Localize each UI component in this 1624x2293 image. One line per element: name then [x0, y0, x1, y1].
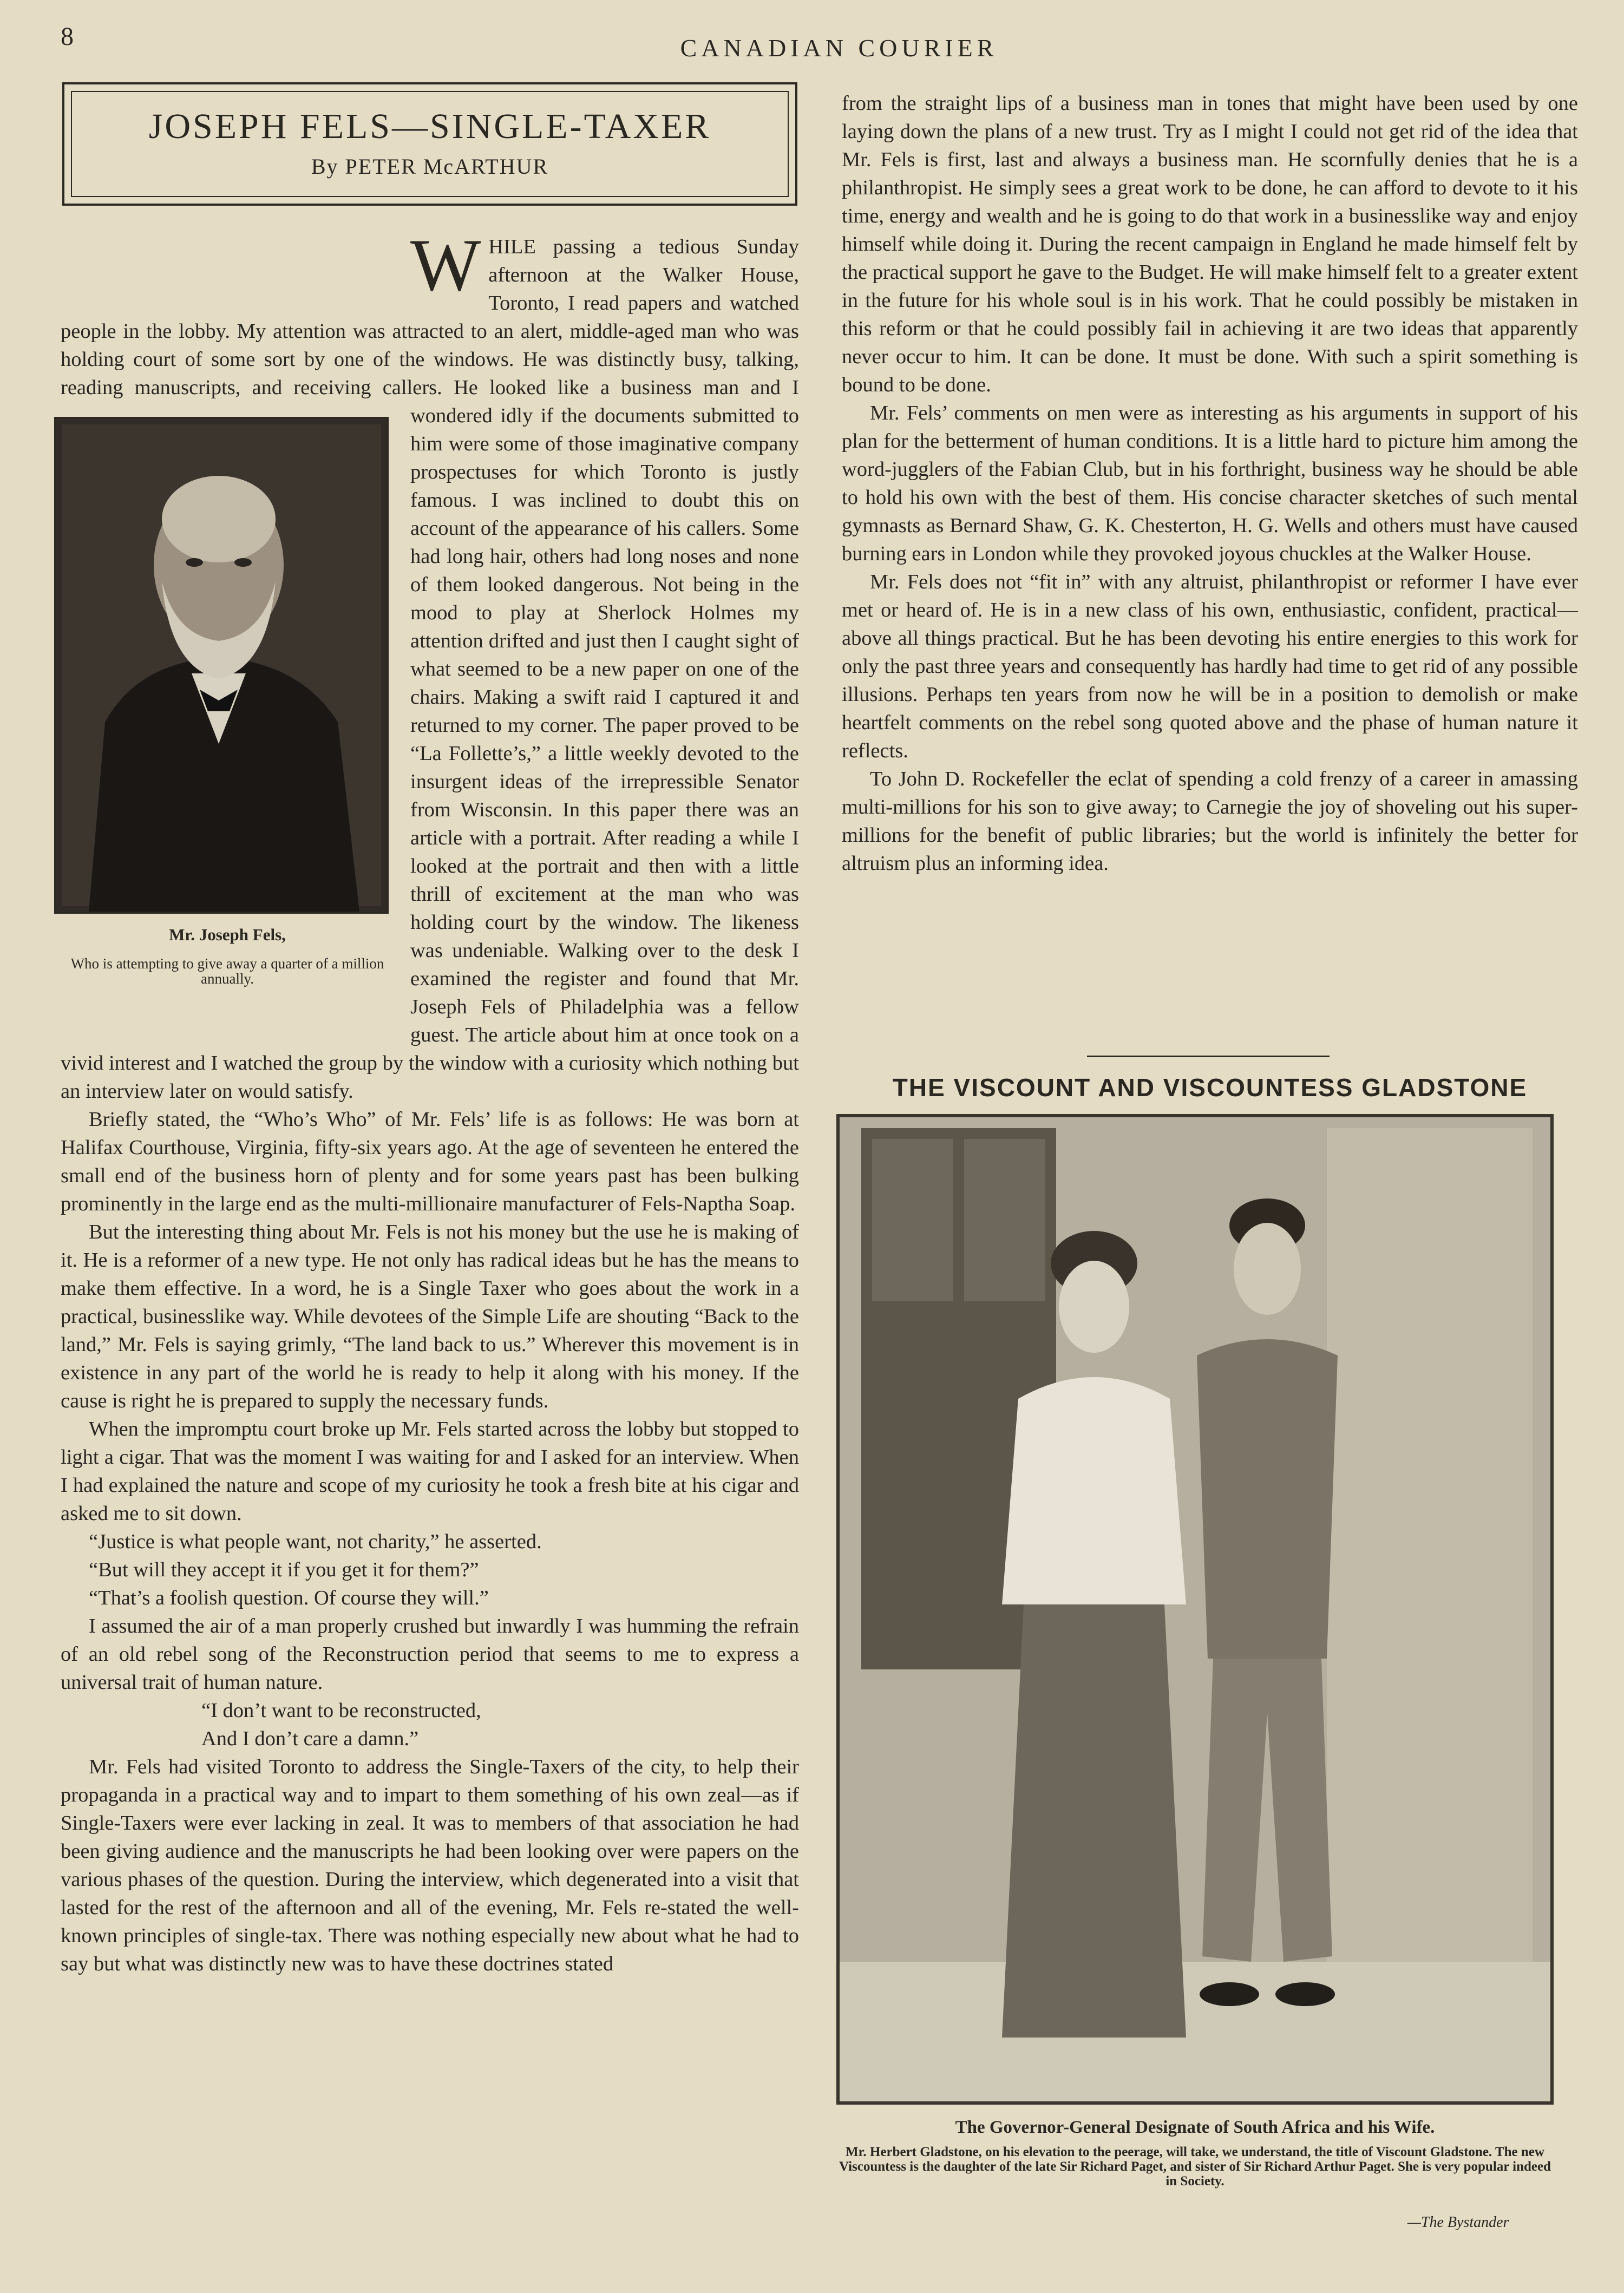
portrait-caption-name: Mr. Joseph Fels, — [169, 925, 286, 944]
photo-caption-body: Mr. Herbert Gladstone, on his elevation to the peerage, will take, we understand, the title of Viscount Gladstone. The new Viscountess is the daughter of the late Sir Richard Paget, and sister of Sir Richard Arthur Paget. She is very popular indeed in Society. — [839, 2145, 1551, 2189]
portrait-block — [54, 417, 390, 1023]
portrait-caption — [54, 926, 401, 986]
verse-line: “I don’t want to be reconstructed, — [201, 1699, 481, 1722]
portrait-caption-text: Who is attempting to give away a quarter of a million annually. — [70, 955, 384, 987]
article-title: JOSEPH FELS—SINGLE-TAXER — [148, 107, 711, 146]
article-paragraph: Mr. Fels does not “fit in” with any altruist, philanthropist or reformer I have ever met or heard of. He is in a new class of his own, enthusiastic, confident, practical—above all things practical. But he has been devoting his entire energies to this work for only the past three years and consequently has hardly had time to get rid of any possible illusions. Perhaps ten years from now he will be in a position to demolish or make heartfelt comments on the rebel song quoted above and the phase of human nature it reflects. — [842, 571, 1578, 762]
joseph-fels-portrait — [54, 417, 389, 914]
article-byline: By PETER McARTHUR — [311, 154, 549, 179]
article-paragraph: Mr. Fels had visited Toronto to address the Single-Taxers of the city, to help their propaganda in a practical way and to impart to them something of his own zeal—as if Single-Taxers were ever lacking in zeal. It was to members of that association he had been giving audience and the manuscripts he had been looking over were papers on the various phases of the question. During the interview, which degenerated into a visit that lasted for the rest of the afternoon and all of the evening, Mr. Fels re-stated the well-known principles of single-tax. There was nothing especially new about what he had to say but what was distinctly new was to have these doctrines stated — [61, 1755, 799, 1975]
running-head: CANADIAN COURIER — [680, 34, 998, 62]
photo-caption-title: The Governor-General Designate of South Africa and his Wife. — [955, 2118, 1435, 2137]
article-title-box — [62, 82, 797, 206]
article-paragraph: Briefly stated, the “Who’s Who” of Mr. Fels’ life is as follows: He was born at Halifax Courthouse, Virginia, fifty-six years ago. At the age of seventeen he entered the small end of the business horn of plenty and for some years past has been bulking prominently in the large end as the multi-millionaire manufacturer of Fels-Naptha Soap. — [61, 1108, 799, 1215]
verse-line: And I don’t care a damn.” — [201, 1727, 419, 1750]
section-divider-rule — [1087, 1056, 1330, 1057]
article-paragraph: I assumed the air of a man properly crushed but inwardly I was humming the refrain of an old rebel song of the Reconstruction period that seems to me to express a universal trait of human nature. — [61, 1615, 799, 1694]
page-number: 8 — [61, 22, 74, 51]
article-paragraph: But the interesting thing about Mr. Fels is not his money but the use he is making of it. He is a reformer of a new type. He not only has radical ideas but he has the means to make them effective. In a word, he is a Single Taxer who goes about the work in a practical, businesslike way. While devotees of the Simple Life are shouting “Back to the land,” Mr. Fels is saying grimly, “The land back to us.” Wherever this movement is in existence in any part of the world he is ready to help it along with his money. If the cause is right he is prepared to supply the necessary funds. — [61, 1221, 799, 1412]
article-paragraph: “Justice is what people want, not charity,” he asserted. — [89, 1530, 542, 1553]
article-column-right — [842, 89, 1578, 877]
photo-feature-title: THE VISCOUNT AND VISCOUNTESS GLADSTONE — [892, 1073, 1528, 1102]
article-paragraph: from the straight lips of a business man in tones that might have been used by one laying down the plans of a new trust. Try as I might I could not get rid of the idea that Mr. Fels is first, last and always a business man. He scornfully denies that he is a philanthropist. He simply sees a great work to be done, he can afford to devote to it his time, energy and wealth and he is going to do that work in a businesslike way and enjoy himself while doing it. During the recent campaign in England he made himself felt by the practical support he gave to the Budget. He will make himself felt to a greater extent in the future for his whole soul is in his work. That he could possibly be mistaken in this reform or that he could possibly fail in achieving it are two ideas that apparently never occur to him. It can be done. It must be done. With such a spirit something is bound to be done. — [842, 92, 1578, 396]
article-paragraph: When the impromptu court broke up Mr. Fels started across the lobby but stopped to light a cigar. That was the moment I was waiting for and I asked for an interview. When I had explained the nature and scope of my curiosity he took a fresh bite at his cigar and asked me to sit down. — [61, 1418, 799, 1525]
photo-credit: —The Bystander — [1407, 2214, 1509, 2231]
portrait-illustration — [56, 419, 387, 912]
article-paragraph: “But will they accept it if you get it for them?” — [89, 1558, 479, 1581]
article-paragraph: “That’s a foolish question. Of course they will.” — [89, 1587, 489, 1609]
article-paragraph: To John D. Rockefeller the eclat of spending a cold frenzy of a career in amassing multi-millions for his son to give away; to Carnegie the joy of shoveling out his super-millions for the benefit of public libraries; but the world is infinitely the better for altruism plus an informing idea. — [842, 768, 1578, 875]
gladstone-couple-photo — [836, 1114, 1554, 2105]
drop-cap: W — [410, 224, 481, 306]
photo-illustration — [840, 1117, 1550, 2101]
article-paragraph: Mr. Fels’ comments on men were as interesting as his arguments in support of his plan for the betterment of human conditions. It is a little hard to picture him among the word-jugglers of the Fabian Club, but in his forthright, business way he should be able to hold his own with the best of them. His concise character sketches of such mental gymnasts as Bernard Shaw, G. K. Chesterton, H. G. Wells and others must have caused burning ears in London while they provoked joyous chuckles at the Walker House. — [842, 402, 1578, 565]
article-paragraph: WHILE passing a tedious Sunday afternoon at the Walker House, Toronto, I read papers and watched people in the lobby. My attention was attracted to an alert, middle-aged man who was holding court of some sort by one of the windows. He was distinctly busy, talking, reading manuscripts, and receiving callers. He looked like a business man and I wondered idly if the documents submitted to him were some of those imaginative company prospectuses for which Toronto is justly famous. I was inclined to doubt this on account of the appearance of his callers. Some had long hair, others had long noses and none of them looked dangerous. Not being in the mood to play at Sherlock Holmes my attention drifted and just then I caught sight of what seemed to be a new paper on one of the chairs. Making a swift raid I captured it and returned to my corner. The paper proved to be “La Follette’s,” a little weekly devoted to the insurgent ideas of the irrepressible Senator from Wisconsin. In this paper there was an article with a portrait. After reading a while I looked at the portrait and then with a little thrill of excitement at the man who was holding court by the window. The likeness was undeniable. Walking over to the desk I examined the register and found that Mr. Joseph Fels of Philadelphia was a fellow guest. The article about him at once took on a vivid interest and I watched the group by the window with a curiosity which nothing but an interview later on would satisfy. — [61, 224, 799, 1103]
